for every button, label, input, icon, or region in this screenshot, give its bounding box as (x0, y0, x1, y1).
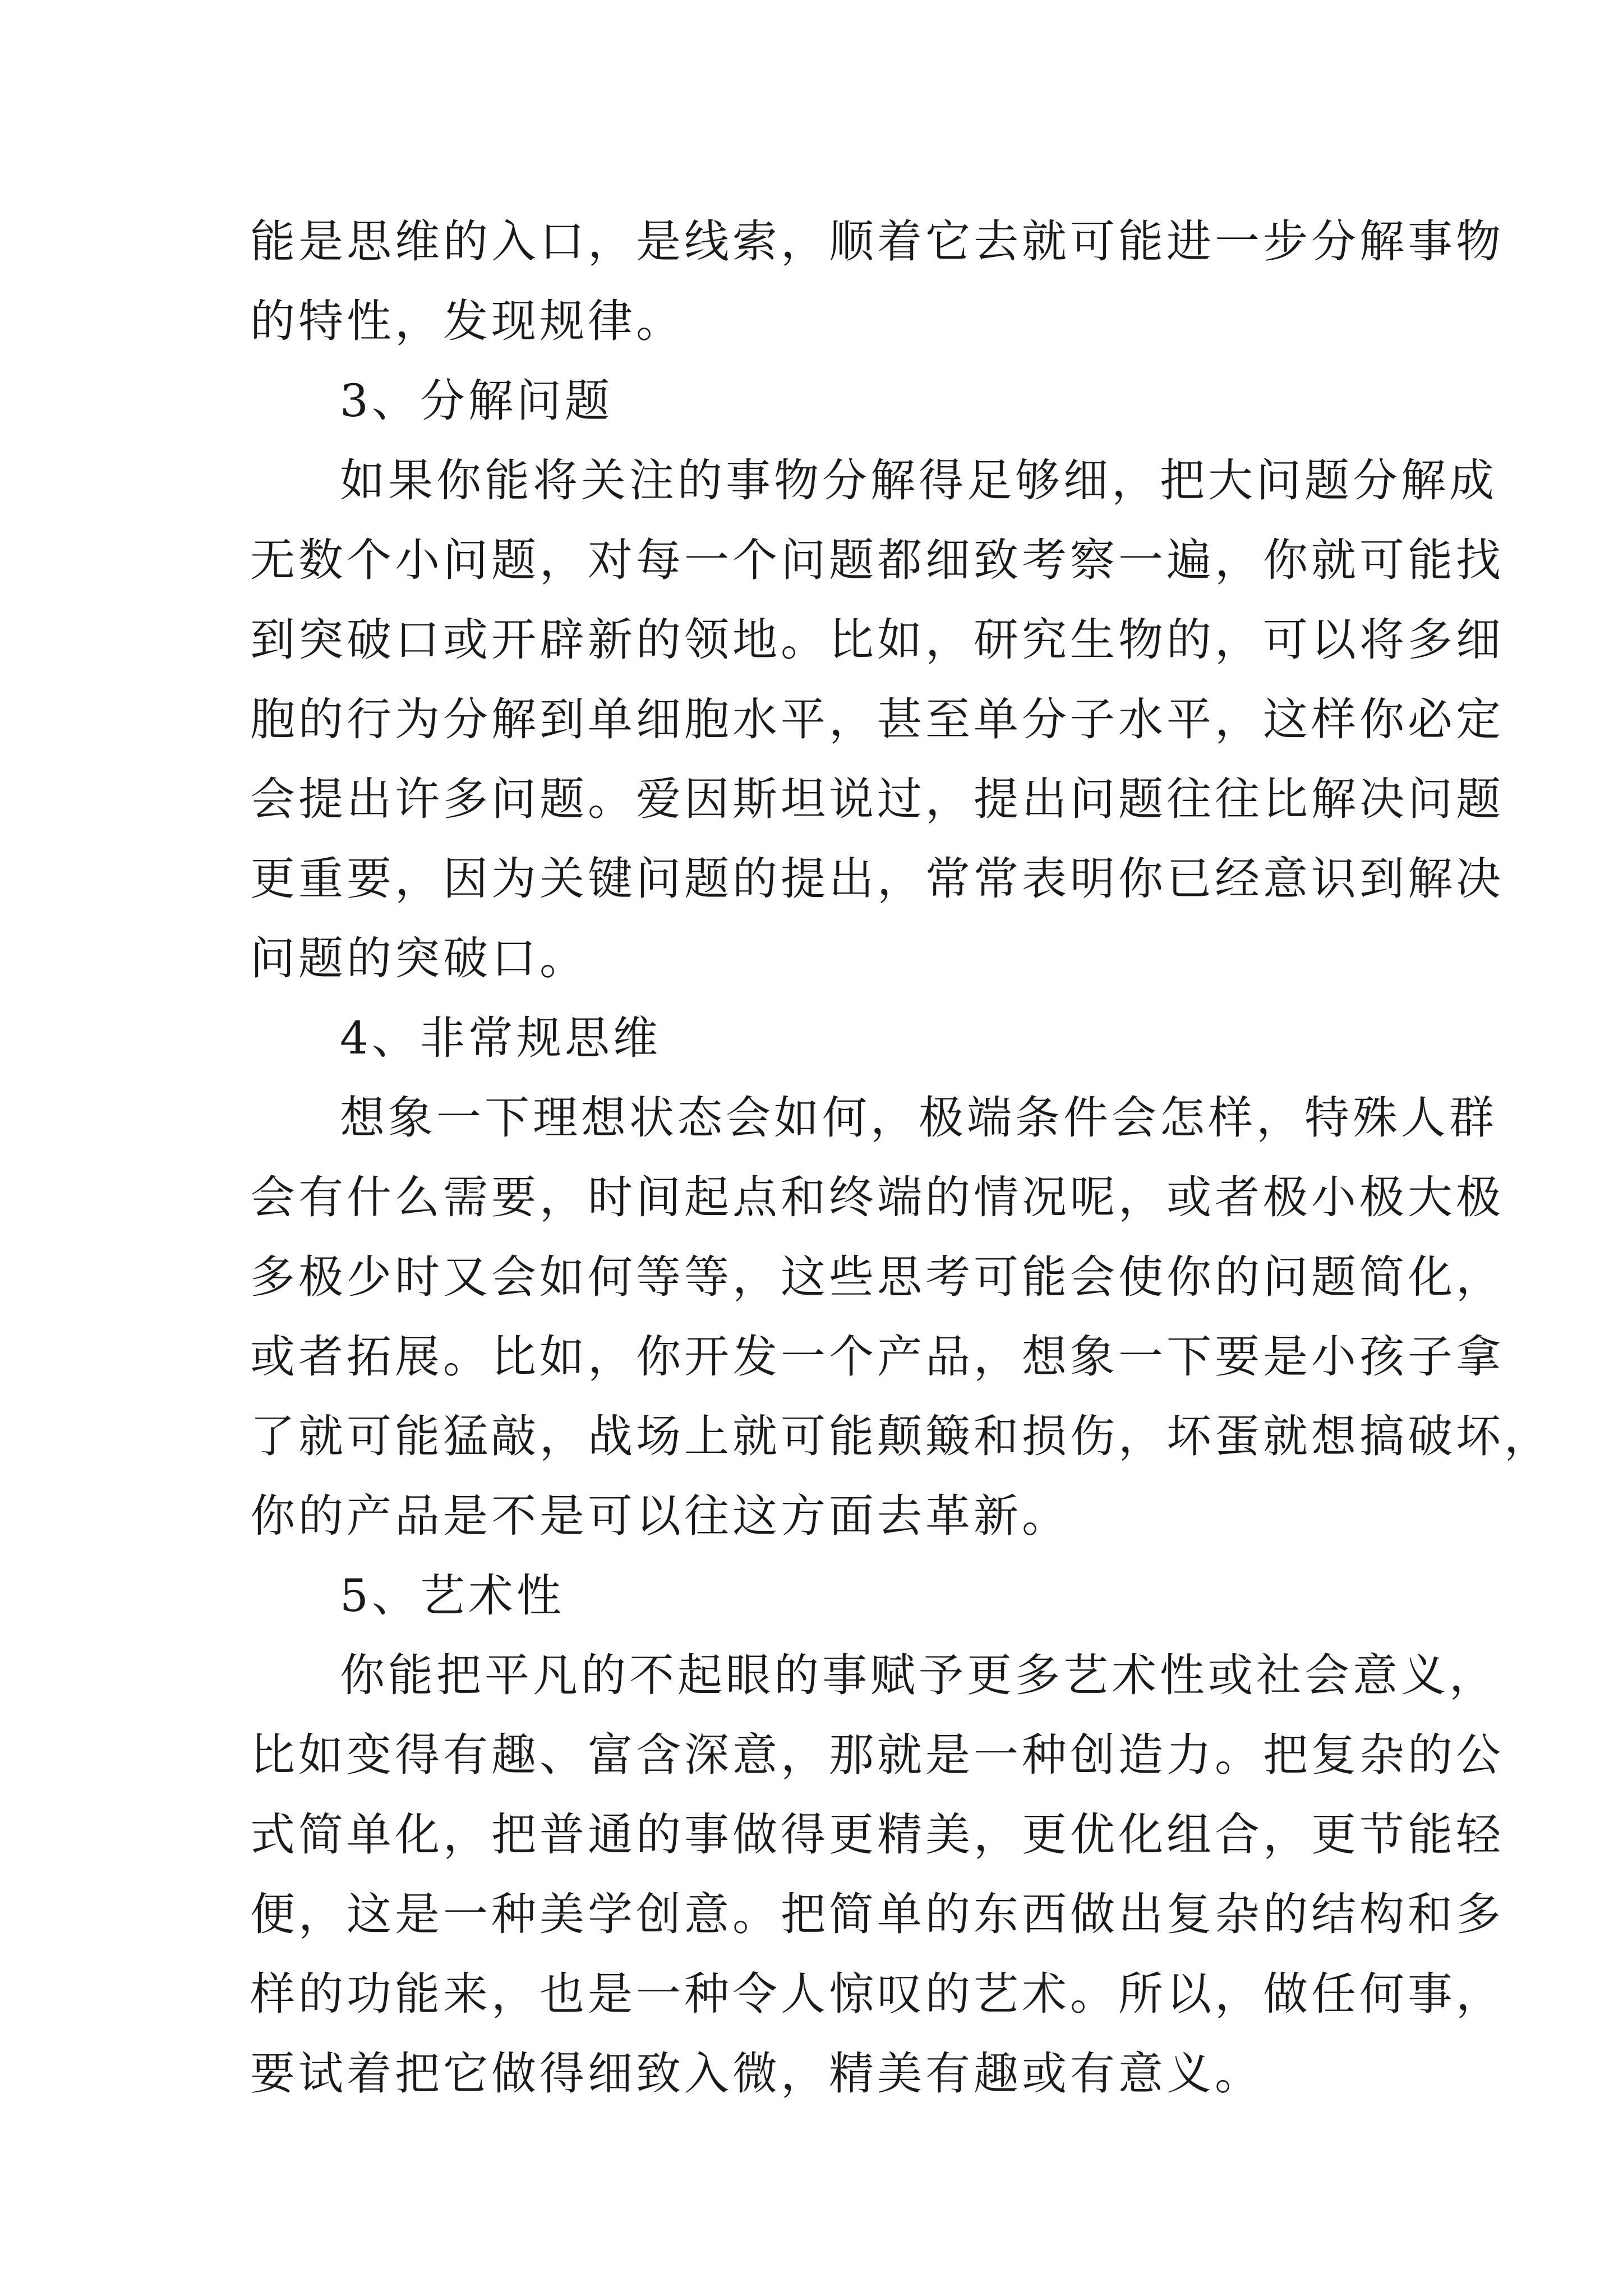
text-line: 问题的突破口。 (250, 932, 588, 984)
text-line: 比如变得有趣、富含深意，那就是一种创造力。把复杂的公 (250, 1729, 1504, 1781)
text-line: 或者拓展。比如，你开发一个产品，想象一下要是小孩子拿 (250, 1331, 1504, 1383)
body-text (250, 202, 1552, 2114)
text-line: 能是思维的入口，是线索，顺着它去就可能进一步分解事物 (250, 215, 1504, 268)
text-line: 样的功能来，也是一种令人惊叹的艺术。所以，做任何事， (250, 1968, 1504, 2020)
text-line: 到突破口或开辟新的领地。比如，研究生物的，可以将多细 (250, 614, 1504, 666)
text-line: 了就可能猛敲，战场上就可能颠簸和损伤，坏蛋就想搞破坏， (250, 1410, 1552, 1462)
text-line: 的特性，发现规律。 (250, 295, 684, 347)
text-line: 无数个小问题，对每一个问题都细致考察一遍，你就可能找 (250, 534, 1504, 586)
text-line: 3、分解问题 (340, 375, 613, 427)
text-line: 5、艺术性 (340, 1570, 565, 1622)
text-line: 如果你能将关注的事物分解得足够细，把大问题分解成 (340, 454, 1497, 507)
text-line: 你的产品是不是可以往这方面去革新。 (250, 1490, 1070, 1542)
text-line: 要试着把它做得细致入微，精美有趣或有意义。 (250, 2047, 1263, 2100)
text-line: 胞的行为分解到单细胞水平，甚至单分子水平，这样你必定 (250, 693, 1504, 746)
text-line: 4、非常规思维 (340, 1012, 661, 1064)
text-line: 便，这是一种美学创意。把简单的东西做出复杂的结构和多 (250, 1888, 1504, 1940)
text-line: 式简单化，把普通的事做得更精美，更优化组合，更节能轻 (250, 1809, 1504, 1861)
text-line: 更重要，因为关键问题的提出，常常表明你已经意识到解决 (250, 853, 1504, 905)
text-line: 多极少时又会如何等等，这些思考可能会使你的问题简化， (250, 1251, 1504, 1303)
text-line: 会提出许多问题。爱因斯坦说过，提出问题往往比解决问题 (250, 773, 1504, 825)
text-line: 会有什么需要，时间起点和终端的情况呢，或者极小极大极 (250, 1171, 1504, 1223)
text-line: 你能把平凡的不起眼的事赋予更多艺术性或社会意义， (340, 1649, 1497, 1701)
text-line: 想象一下理想状态会如何，极端条件会怎样，特殊人群 (340, 1092, 1497, 1144)
